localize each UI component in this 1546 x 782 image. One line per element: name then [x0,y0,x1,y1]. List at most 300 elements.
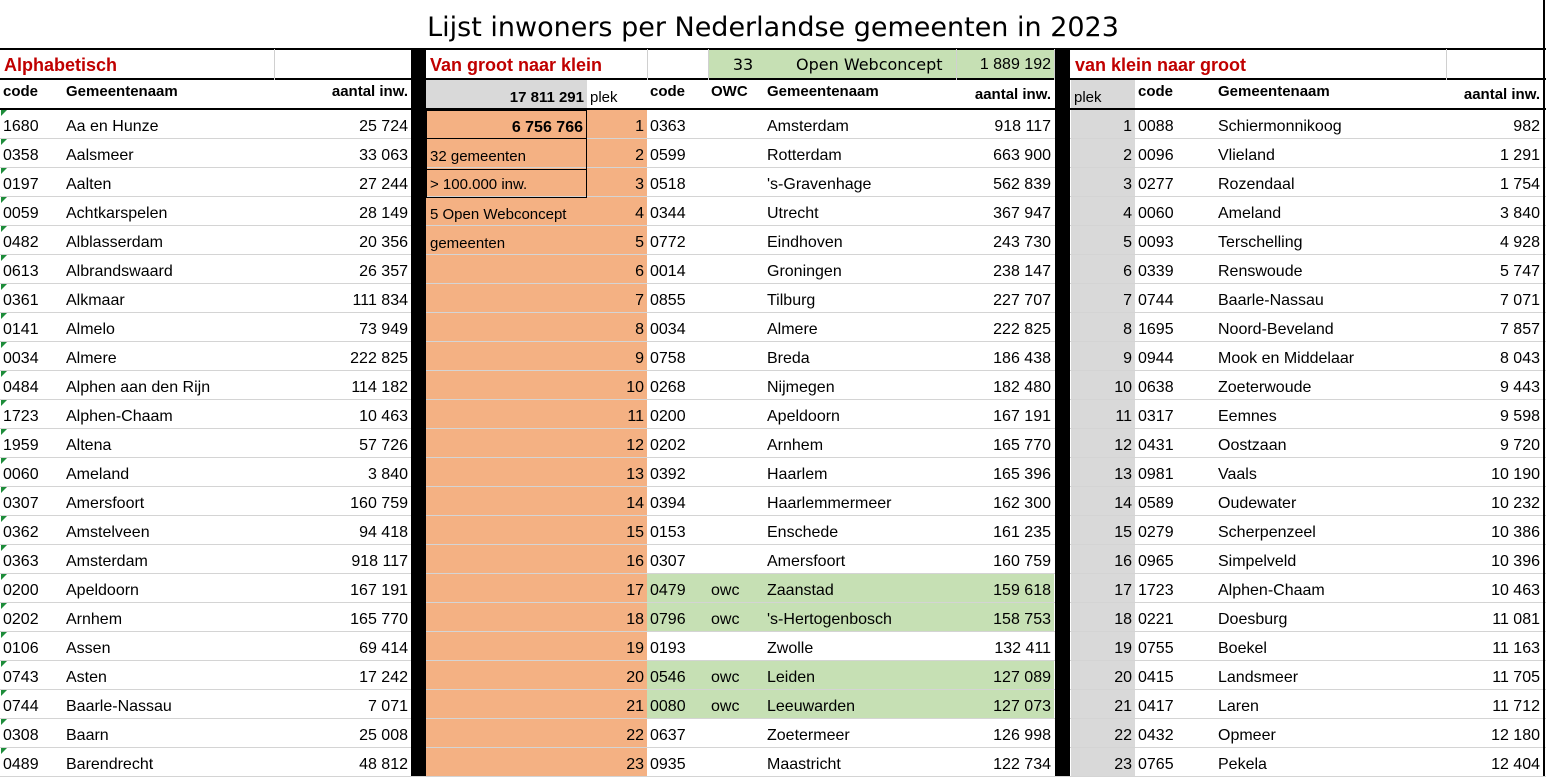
cell-gemeentenaam-klein[interactable]: Schiermonnikoog [1218,118,1342,135]
cell-aantal-inw[interactable]: 73 949 [359,321,408,338]
table-row [0,226,1546,255]
cell-gemeentenaam-groot[interactable]: Breda [767,350,810,367]
cell-gemeentenaam-groot[interactable]: Zoetermeer [767,727,850,744]
cell-aantal-inw[interactable]: 69 414 [359,640,408,657]
cell-gemeentenaam-groot[interactable]: Eindhoven [767,234,843,251]
cell-aantal-inw-groot[interactable]: 165 396 [993,466,1051,483]
cell-aantal-inw-groot[interactable]: 159 618 [993,582,1051,599]
cell-aantal-inw-klein[interactable]: 10 386 [1491,524,1540,541]
cell-code-groot[interactable]: 0193 [650,640,686,657]
cell-aantal-inw[interactable]: 28 149 [359,205,408,222]
cell-plek[interactable]: 11 [627,408,644,425]
cell-plek-klein[interactable]: 19 [1114,640,1132,657]
cell-code[interactable]: 0308 [3,727,39,744]
cell-aantal-inw-klein[interactable]: 10 396 [1491,553,1540,570]
cell-plek-klein[interactable]: 14 [1114,495,1132,512]
cell-owc[interactable] [708,632,764,661]
cell-code-groot[interactable]: 0268 [650,379,686,396]
cell-aantal-inw[interactable]: 3 840 [367,466,408,483]
cell-owc[interactable] [708,168,764,197]
cell-code[interactable]: 0034 [3,350,39,367]
cell-gemeentenaam-klein[interactable]: Boekel [1218,640,1267,657]
cell-code-klein[interactable]: 0093 [1138,234,1174,251]
cell-aantal-inw[interactable]: 167 191 [350,582,408,599]
cell-aantal-inw-klein[interactable]: 12 404 [1491,756,1540,773]
cell-aantal-inw-klein[interactable]: 9 443 [1499,379,1540,396]
cell-gemeentenaam[interactable]: Barendrecht [66,756,154,773]
cell-plek[interactable]: 18 [626,611,644,628]
cell-code[interactable]: 0489 [3,756,39,773]
cell-aantal-inw-klein[interactable]: 3 840 [1499,205,1540,222]
total-population: 17 811 291 [509,89,584,106]
cell-code-groot[interactable]: 0392 [650,466,686,483]
table-row [0,110,1546,139]
cell-gemeentenaam-klein[interactable]: Mook en Middelaar [1218,350,1355,367]
cell-plek-klein[interactable]: 16 [1114,553,1132,570]
cell-code-klein[interactable]: 0279 [1138,524,1174,541]
cell-code-groot[interactable]: 0363 [650,118,686,135]
cell-code-klein[interactable]: 0589 [1138,495,1174,512]
cell-code[interactable]: 0106 [3,640,39,657]
cell-code-klein[interactable]: 0755 [1138,640,1174,657]
cell-gemeentenaam[interactable]: Almere [66,350,117,367]
cell-code-groot[interactable]: 0479 [650,582,686,599]
cell-plek-klein[interactable]: 7 [1123,292,1132,309]
cell-code-klein[interactable]: 0317 [1138,408,1174,425]
cell-code-klein[interactable]: 0415 [1138,669,1174,686]
cell-gemeentenaam-groot[interactable]: Zaanstad [767,582,834,599]
cell-code[interactable]: 0141 [3,321,39,338]
cell-aantal-inw-groot[interactable]: 182 480 [993,379,1051,396]
cell-aantal-inw[interactable]: 114 182 [351,379,408,396]
cell-aantal-inw-groot[interactable]: 663 900 [993,147,1051,164]
summary-line-2: > 100.000 inw. [430,176,528,193]
cell-aantal-inw-klein[interactable]: 7 857 [1499,321,1540,338]
cell-aantal-inw[interactable]: 25 008 [359,727,408,744]
cell-aantal-inw-groot[interactable]: 132 411 [994,640,1051,657]
text-number-indicator-icon [1,197,7,203]
cell-aantal-inw[interactable]: 57 726 [359,437,408,454]
table-row [0,458,1546,487]
cell-plek[interactable]: 19 [626,640,644,657]
cell-aantal-inw-klein[interactable]: 11 163 [1492,640,1540,657]
cell-code-klein[interactable]: 0432 [1138,727,1174,744]
cell-gemeentenaam-klein[interactable]: Laren [1218,698,1259,715]
cell-gemeentenaam-groot[interactable]: Tilburg [767,292,816,309]
cell-gemeentenaam-klein[interactable]: Vlieland [1218,147,1275,164]
cell-code[interactable]: 0743 [3,669,39,686]
cell-plek-klein[interactable]: 3 [1123,176,1132,193]
cell-plek[interactable]: 22 [626,727,644,744]
cell-plek[interactable]: 23 [626,756,644,773]
cell-aantal-inw-klein[interactable]: 10 232 [1491,495,1540,512]
cell-code-groot[interactable]: 0935 [650,756,686,773]
cell-code[interactable]: 0060 [3,466,39,483]
cell-aantal-inw-groot[interactable]: 238 147 [993,263,1051,280]
header-gemeentenaam-groot: Gemeentenaam [767,83,879,100]
cell-gemeentenaam-klein[interactable]: Terschelling [1218,234,1303,251]
cell-plek-klein[interactable]: 9 [1123,350,1132,367]
header-gemeentenaam-klein: Gemeentenaam [1218,83,1330,100]
cell-owc[interactable] [708,110,764,139]
cell-aantal-inw-groot[interactable]: 127 089 [993,669,1051,686]
cell-code-groot[interactable]: 0153 [650,524,686,541]
cell-plek-klein[interactable]: 1 [1123,118,1132,135]
cell-gemeentenaam-groot[interactable]: Almere [767,321,818,338]
cell-gemeentenaam-klein[interactable]: Zoeterwoude [1218,379,1312,396]
cell-code-klein[interactable]: 0096 [1138,147,1174,164]
cell-gemeentenaam[interactable]: Albrandswaard [66,263,173,280]
cell-aantal-inw[interactable]: 7 071 [367,698,408,715]
cell-code[interactable]: 0482 [3,234,39,251]
cell-plek-klein[interactable]: 23 [1114,756,1132,773]
cell-gemeentenaam-groot[interactable]: Utrecht [767,205,819,222]
cell-aantal-inw-groot[interactable]: 186 438 [993,350,1051,367]
cell-gemeentenaam-klein[interactable]: Opmeer [1218,727,1276,744]
cell-code-klein[interactable]: 0088 [1138,118,1174,135]
cell-code-klein[interactable]: 1723 [1138,582,1174,599]
cell-plek-klein[interactable]: 11 [1115,408,1132,425]
cell-code-klein[interactable]: 0339 [1138,263,1174,280]
cell-gemeentenaam-groot[interactable]: Arnhem [767,437,824,454]
cell-gemeentenaam[interactable]: Aa en Hunze [66,118,159,135]
cell-code[interactable]: 0200 [3,582,39,599]
cell-gemeentenaam-groot[interactable]: Amsterdam [767,118,849,135]
cell-gemeentenaam-klein[interactable]: Alphen-Chaam [1218,582,1325,599]
text-number-indicator-icon [1,516,7,522]
cell-plek-klein[interactable]: 5 [1123,234,1132,251]
cell-code-groot[interactable]: 0546 [650,669,686,686]
cell-plek[interactable]: 14 [626,495,644,512]
cell-code-klein[interactable]: 0944 [1138,350,1174,367]
cell-code[interactable]: 0363 [3,553,39,570]
cell-plek-klein[interactable]: 8 [1123,321,1132,338]
header-aantal-inw-klein: aantal inw. [1463,86,1540,103]
cell-gemeentenaam[interactable]: Amsterdam [66,553,148,570]
cell-owc[interactable]: owc [711,698,740,715]
cell-gemeentenaam-klein[interactable]: Baarle-Nassau [1218,292,1324,309]
cell-code-klein[interactable]: 0981 [1138,466,1174,483]
cell-gemeentenaam-groot[interactable]: Apeldoorn [767,408,840,425]
cell-plek[interactable]: 2 [635,147,644,164]
cell-aantal-inw-klein[interactable]: 4 928 [1499,234,1540,251]
cell-gemeentenaam[interactable]: Alblasserdam [66,234,163,251]
cell-aantal-inw[interactable]: 10 463 [359,408,408,425]
cell-aantal-inw-groot[interactable]: 126 998 [993,727,1051,744]
cell-gemeentenaam-klein[interactable]: Eemnes [1218,408,1277,425]
cell-owc[interactable] [708,313,764,342]
cell-code[interactable]: 0358 [3,147,39,164]
cell-aantal-inw[interactable]: 17 242 [359,669,408,686]
summary-line-1: 32 gemeenten [430,148,526,165]
cell-code-klein[interactable]: 0744 [1138,292,1174,309]
cell-code[interactable]: 0613 [3,263,39,280]
cell-owc[interactable]: owc [711,582,740,599]
cell-code[interactable]: 0059 [3,205,39,222]
cell-code-groot[interactable]: 0599 [650,147,686,164]
cell-code-groot[interactable]: 0307 [650,553,686,570]
cell-code-groot[interactable]: 0796 [650,611,686,628]
cell-aantal-inw-groot[interactable]: 165 770 [993,437,1051,454]
cell-code[interactable]: 0197 [3,176,39,193]
cell-owc[interactable] [708,284,764,313]
cell-aantal-inw[interactable]: 165 770 [350,611,408,628]
cell-gemeentenaam[interactable]: Asten [66,669,107,686]
cell-gemeentenaam[interactable]: Apeldoorn [66,582,139,599]
cell-plek[interactable]: 13 [626,466,644,483]
cell-plek-klein[interactable]: 20 [1114,669,1132,686]
cell-gemeentenaam-groot[interactable]: Maastricht [767,756,841,773]
cell-code-groot[interactable]: 0200 [650,408,686,425]
cell-plek[interactable]: 7 [635,292,644,309]
table-row [0,255,1546,284]
cell-owc[interactable] [708,516,764,545]
cell-plek-klein[interactable]: 17 [1114,582,1132,599]
cell-plek[interactable]: 21 [626,698,644,715]
cell-code-groot[interactable]: 0014 [650,263,686,280]
cell-plek[interactable]: 4 [635,205,644,222]
cell-owc[interactable] [708,342,764,371]
cell-gemeentenaam-klein[interactable]: Noord-Beveland [1218,321,1334,338]
cell-aantal-inw-klein[interactable]: 7 071 [1499,292,1540,309]
cell-plek[interactable]: 3 [635,176,644,193]
cell-code-groot[interactable]: 0637 [650,727,686,744]
cell-aantal-inw-klein[interactable]: 8 043 [1499,350,1540,367]
cell-gemeentenaam[interactable]: Alphen-Chaam [66,408,173,425]
cell-owc[interactable] [708,545,764,574]
cell-code-groot[interactable]: 0202 [650,437,686,454]
cell-aantal-inw-klein[interactable]: 5 747 [1499,263,1540,280]
cell-gemeentenaam-klein[interactable]: Rozendaal [1218,176,1295,193]
cell-gemeentenaam[interactable]: Aalsmeer [66,147,134,164]
cell-gemeentenaam-groot[interactable]: Leiden [767,669,816,686]
cell-plek[interactable]: 17 [626,582,644,599]
cell-aantal-inw[interactable]: 33 063 [359,147,408,164]
cell-gemeentenaam[interactable]: Alkmaar [66,292,125,309]
cell-code-groot[interactable]: 0080 [650,698,686,715]
cell-aantal-inw-groot[interactable]: 227 707 [993,292,1051,309]
cell-code-klein[interactable]: 1695 [1138,321,1174,338]
owc-total: 1 889 192 [979,56,1051,73]
text-number-indicator-icon [1,661,7,667]
cell-aantal-inw-groot[interactable]: 562 839 [993,176,1051,193]
cell-aantal-inw[interactable]: 918 117 [351,553,408,570]
cell-aantal-inw-groot[interactable]: 162 300 [993,495,1051,512]
cell-aantal-inw-groot[interactable]: 160 759 [993,553,1051,570]
cell-code-klein[interactable]: 0417 [1138,698,1174,715]
cell-plek-klein[interactable]: 21 [1114,698,1132,715]
cell-gemeentenaam-groot[interactable]: Enschede [767,524,839,541]
cell-plek[interactable]: 20 [626,669,644,686]
cell-code-klein[interactable]: 0277 [1138,176,1174,193]
cell-gemeentenaam-groot[interactable]: Amersfoort [767,553,846,570]
cell-aantal-inw-groot[interactable]: 167 191 [993,408,1051,425]
cell-gemeentenaam-klein[interactable]: Oostzaan [1218,437,1287,454]
cell-aantal-inw-klein[interactable]: 9 598 [1499,408,1540,425]
cell-code-klein[interactable]: 0965 [1138,553,1174,570]
cell-plek[interactable]: 1 [635,118,644,135]
text-number-indicator-icon [1,574,7,580]
cell-gemeentenaam-klein[interactable]: Simpelveld [1218,553,1297,570]
section-groot-naar-klein: Van groot naar klein [430,55,603,75]
cell-owc[interactable] [708,226,764,255]
cell-aantal-inw-klein[interactable]: 11 712 [1492,698,1540,715]
cell-gemeentenaam-groot[interactable]: Haarlem [767,466,828,483]
cell-aantal-inw-klein[interactable]: 982 [1513,118,1540,135]
cell-code-klein[interactable]: 0638 [1138,379,1174,396]
cell-owc[interactable]: owc [711,669,740,686]
cell-code-groot[interactable]: 0758 [650,350,686,367]
cell-gemeentenaam[interactable]: Alphen aan den Rijn [66,379,211,396]
cell-aantal-inw[interactable]: 48 812 [359,756,408,773]
cell-gemeentenaam[interactable]: Baarn [66,727,109,744]
cell-code[interactable]: 0361 [3,292,39,309]
cell-code[interactable]: 0362 [3,524,39,541]
cell-gemeentenaam[interactable]: Ameland [66,466,130,483]
cell-code[interactable]: 1723 [3,408,39,425]
cell-gemeentenaam[interactable]: Altena [66,437,112,454]
cell-gemeentenaam-klein[interactable]: Renswoude [1218,263,1303,280]
cell-gemeentenaam-groot[interactable]: Zwolle [767,640,814,657]
cell-code-groot[interactable]: 0344 [650,205,686,222]
cell-code-groot[interactable]: 0394 [650,495,686,512]
cell-plek-klein[interactable]: 10 [1114,379,1132,396]
cell-aantal-inw-groot[interactable]: 367 947 [993,205,1051,222]
cell-aantal-inw-klein[interactable]: 1 754 [1499,176,1540,193]
cell-plek[interactable]: 5 [635,234,644,251]
cell-plek-klein[interactable]: 4 [1123,205,1132,222]
cell-owc[interactable] [708,429,764,458]
separator-right [1055,48,1070,776]
cell-owc[interactable] [708,458,764,487]
cell-gemeentenaam-groot[interactable]: Groningen [767,263,842,280]
cell-aantal-inw-klein[interactable]: 1 291 [1499,147,1540,164]
cell-gemeentenaam[interactable]: Aalten [66,176,112,193]
cell-aantal-inw-groot[interactable]: 918 117 [994,118,1051,135]
cell-owc[interactable] [708,197,764,226]
cell-owc[interactable] [708,487,764,516]
cell-owc[interactable] [708,371,764,400]
cell-gemeentenaam[interactable]: Assen [66,640,111,657]
cell-code[interactable]: 0307 [3,495,39,512]
cell-aantal-inw[interactable]: 111 834 [352,292,408,309]
cell-code[interactable]: 1959 [3,437,39,454]
cell-gemeentenaam-klein[interactable]: Landsmeer [1218,669,1299,686]
cell-owc[interactable]: owc [711,611,740,628]
cell-aantal-inw[interactable]: 222 825 [350,350,408,367]
cell-aantal-inw[interactable]: 25 724 [359,118,408,135]
table-row [0,371,1546,400]
cell-aantal-inw[interactable]: 94 418 [359,524,408,541]
cell-gemeentenaam-klein[interactable]: Doesburg [1218,611,1288,628]
cell-aantal-inw[interactable]: 160 759 [350,495,408,512]
cell-plek-klein[interactable]: 12 [1114,437,1132,454]
cell-aantal-inw-groot[interactable]: 127 073 [993,698,1051,715]
cell-aantal-inw-klein[interactable]: 10 190 [1491,466,1540,483]
cell-code-klein[interactable]: 0221 [1138,611,1174,628]
cell-code-klein[interactable]: 0765 [1138,756,1174,773]
cell-code[interactable]: 0744 [3,698,39,715]
cell-plek-klein[interactable]: 13 [1114,466,1132,483]
cell-gemeentenaam-groot[interactable]: Rotterdam [767,147,842,164]
cell-owc[interactable] [708,139,764,168]
cell-plek-klein[interactable]: 2 [1123,147,1132,164]
cell-aantal-inw-klein[interactable]: 12 180 [1491,727,1540,744]
cell-aantal-inw[interactable]: 26 357 [359,263,408,280]
cell-aantal-inw[interactable]: 20 356 [359,234,408,251]
cell-gemeentenaam-klein[interactable]: Vaals [1218,466,1257,483]
cell-aantal-inw-groot[interactable]: 122 734 [993,756,1051,773]
cell-plek[interactable]: 16 [626,553,644,570]
cell-gemeentenaam-groot[interactable]: Leeuwarden [767,698,856,715]
cell-aantal-inw-klein[interactable]: 11 081 [1492,611,1540,628]
cell-owc[interactable] [708,748,764,777]
cell-owc[interactable] [708,400,764,429]
cell-gemeentenaam[interactable]: Amersfoort [66,495,145,512]
summary-sum: 6 756 766 [426,110,587,139]
cell-plek-klein[interactable]: 18 [1114,611,1132,628]
text-number-indicator-icon [1,139,7,145]
cell-gemeentenaam[interactable]: Amstelveen [66,524,150,541]
cell-plek[interactable]: 10 [626,379,644,396]
cell-plek-klein[interactable]: 15 [1114,524,1132,541]
cell-owc[interactable] [708,255,764,284]
cell-gemeentenaam[interactable]: Baarle-Nassau [66,698,172,715]
text-number-indicator-icon [1,719,7,725]
text-number-indicator-icon [1,632,7,638]
cell-code-klein[interactable]: 0060 [1138,205,1174,222]
cell-code[interactable]: 0484 [3,379,39,396]
cell-gemeentenaam-klein[interactable]: Oudewater [1218,495,1297,512]
cell-code-groot[interactable]: 0772 [650,234,686,251]
cell-gemeentenaam-klein[interactable]: Pekela [1218,756,1267,773]
table-row [0,313,1546,342]
cell-aantal-inw[interactable]: 27 244 [359,176,408,193]
cell-gemeentenaam-klein[interactable]: Scherpenzeel [1218,524,1316,541]
cell-gemeentenaam-groot[interactable]: 's-Gravenhage [767,176,872,193]
cell-gemeentenaam-groot[interactable]: Nijmegen [767,379,835,396]
cell-plek[interactable]: 6 [635,263,644,280]
cell-plek-klein[interactable]: 22 [1114,727,1132,744]
cell-aantal-inw-groot[interactable]: 161 235 [993,524,1051,541]
cell-plek-klein[interactable]: 6 [1123,263,1132,280]
cell-aantal-inw-klein[interactable]: 11 705 [1492,669,1540,686]
cell-owc[interactable] [708,719,764,748]
cell-aantal-inw-klein[interactable]: 9 720 [1499,437,1540,454]
cell-plek[interactable]: 12 [626,437,644,454]
cell-gemeentenaam-groot[interactable]: 's-Hertogenbosch [767,611,892,628]
cell-gemeentenaam-klein[interactable]: Ameland [1218,205,1282,222]
cell-code-groot[interactable]: 0518 [650,176,686,193]
cell-gemeentenaam[interactable]: Achtkarspelen [66,205,168,222]
cell-gemeentenaam[interactable]: Arnhem [66,611,123,628]
cell-plek[interactable]: 9 [635,350,644,367]
cell-aantal-inw-groot[interactable]: 158 753 [993,611,1051,628]
cell-aantal-inw-klein[interactable]: 10 463 [1491,582,1540,599]
text-number-indicator-icon [1,487,7,493]
cell-code-groot[interactable]: 0855 [650,292,686,309]
cell-code-groot[interactable]: 0034 [650,321,686,338]
cell-code-klein[interactable]: 0431 [1138,437,1174,454]
cell-gemeentenaam-groot[interactable]: Haarlemmermeer [767,495,892,512]
cell-aantal-inw-groot[interactable]: 222 825 [993,321,1051,338]
cell-gemeentenaam[interactable]: Almelo [66,321,115,338]
cell-plek[interactable]: 15 [626,524,644,541]
cell-code[interactable]: 0202 [3,611,39,628]
cell-code[interactable]: 1680 [3,118,39,135]
cell-plek[interactable]: 8 [635,321,644,338]
cell-aantal-inw-groot[interactable]: 243 730 [993,234,1051,251]
